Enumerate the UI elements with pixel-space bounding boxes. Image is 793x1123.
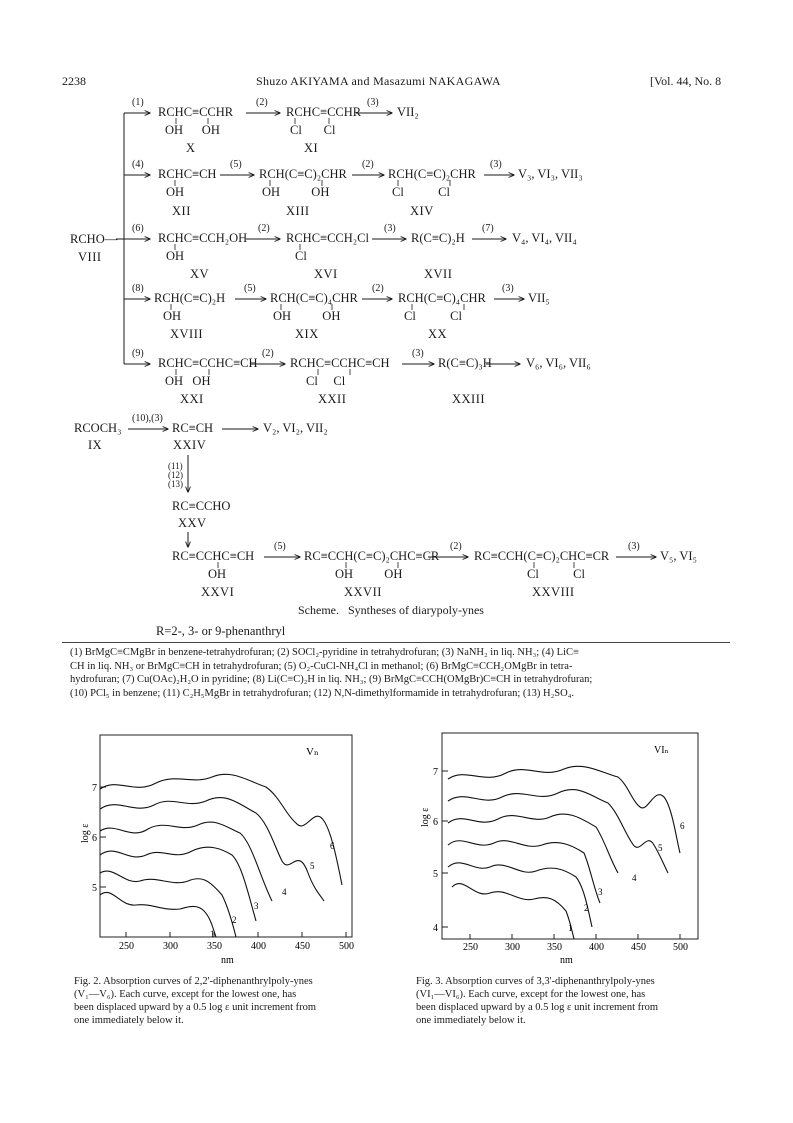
caption-line: been displaced upward by a 0.5 log ε unit increment from (416, 1002, 659, 1013)
page-number: 2238 (62, 74, 86, 88)
compound-formula: RC≡CCH(C≡C)₂CHC≡CR (474, 549, 610, 563)
compound-formula: RC≡CCHC≡CH (172, 549, 255, 563)
step-label: (2) (372, 283, 384, 294)
figure-3-plot (418, 727, 718, 965)
journal-volume: [Vol. 44, No. 8 (650, 74, 722, 88)
y-tick-label: 5 (433, 869, 438, 880)
footnote-line: CH in liq. NH₃ or BrMgC≡CH in tetrahydrofuran; (5) O₂-CuCl-NH₄Cl in methanol; (6) BrMgC≡CCH₂OMgBr in tetra- (70, 660, 573, 672)
curve-label: 6 (330, 841, 335, 851)
x-axis-label: nm (560, 955, 573, 965)
figure-2-plot (76, 725, 376, 965)
reactant-rcho: RCHO— (70, 232, 118, 246)
compound-formula: RCH(C≡C)₂CHR (388, 167, 476, 181)
substituent-labels: Cl Cl (404, 309, 462, 323)
separator-rule (62, 642, 730, 643)
product-list: V₅, VI₅ (660, 549, 697, 563)
compound-number: XIV (410, 204, 434, 218)
compound-formula: RCH(C≡C)₂H (154, 291, 226, 305)
x-tick-label: 350 (207, 941, 222, 952)
y-axis-label: log ε (80, 823, 91, 843)
compound-number: XV (190, 267, 210, 281)
compound-formula: RCHC≡CH (158, 167, 217, 181)
footnote-line: hydrofuran; (7) Cu(OAc)₂H₂O in pyridine; (8) Li(C≡C)₂H in liq. NH₃; (9) BrMgC≡CCH(OMgBr)C≡CH in tetrahydrofuran; (70, 674, 593, 685)
step-label: (9) (132, 348, 144, 359)
substituent-labels: OH (166, 249, 185, 263)
substituent-labels: Cl (295, 249, 307, 263)
compound-number: XVI (314, 267, 338, 281)
x-tick-label: 400 (251, 941, 266, 952)
x-axis-label: nm (221, 955, 234, 965)
step-label: (10),(3) (132, 413, 163, 424)
figure-tag: VIₙ (654, 745, 669, 756)
substituent-labels: Cl Cl (527, 567, 585, 581)
step-label: (5) (230, 159, 242, 170)
compound-number: IX (88, 438, 103, 452)
curve-label: 5 (310, 861, 315, 871)
compound-number: XIX (295, 327, 319, 341)
y-tick-label: 4 (433, 923, 438, 934)
curve-label: 2 (584, 903, 589, 913)
compound-formula: RC≡CH (172, 421, 214, 435)
compound-number: XIII (286, 204, 310, 218)
y-tick-label: 6 (92, 833, 97, 844)
compound-number: XI (304, 141, 319, 155)
x-tick-label: 250 (463, 942, 478, 953)
curve-label: 1 (568, 923, 573, 933)
substituent-labels: OH OH (165, 374, 211, 388)
compound-number: XXVIII (532, 585, 575, 599)
compound-formula: RCHC≡CCHC≡CH (290, 356, 390, 370)
y-axis-label: log ε (420, 807, 431, 827)
product-list: V₃, VI₃, VII₃ (518, 167, 583, 181)
x-tick-label: 300 (505, 942, 520, 953)
compound-formula: RCH(C≡C)₄CHR (398, 291, 486, 305)
product-list: V₂, VI₂, VII₂ (263, 421, 328, 435)
step-label: (2) (262, 348, 274, 359)
caption-line: Fig. 2. Absorption curves of 2,2'-diphenanthrylpoly-ynes (74, 976, 313, 987)
figure-tag: Vₙ (306, 746, 319, 758)
y-tick-label: 7 (433, 767, 438, 778)
compound-number: XXI (180, 392, 204, 406)
substituent-labels: OH (166, 185, 185, 199)
step-label: (3) (367, 97, 379, 108)
compound-formula: RCHC≡CCHR (286, 105, 362, 119)
product-list: V₄, VI₄, VII₄ (512, 231, 577, 245)
compound-formula: RC≡CCHO (172, 499, 231, 513)
y-tick-label: 6 (433, 817, 438, 828)
compound-number: XXVII (344, 585, 382, 599)
substituent-labels: Cl Cl (306, 374, 346, 388)
substituent-labels: OH OH (165, 123, 220, 137)
step-label: (3) (502, 283, 514, 294)
step-label: (3) (490, 159, 502, 170)
substituent-labels: Cl Cl (392, 185, 450, 199)
y-tick-label: 7 (92, 783, 97, 794)
compound-number: XII (172, 204, 191, 218)
curve-label: 3 (598, 887, 603, 897)
step-label: (2) (450, 541, 462, 552)
step-label: (5) (274, 541, 286, 552)
caption-line: (V₁—V₆). Each curve, except for the lowest one, has (74, 989, 297, 1000)
compound-formula: RCH(C≡C)₄CHR (270, 291, 358, 305)
curve-label: 1 (210, 929, 215, 939)
step-label: (8) (132, 283, 144, 294)
step-label: (2) (362, 159, 374, 170)
compound-formula: RCHC≡CCHR (158, 105, 234, 119)
curve-label: 2 (232, 915, 237, 925)
curve-label: 5 (658, 843, 663, 853)
reactant-rcoch3: RCOCH₃ (74, 421, 122, 435)
compound-formula: RCH(C≡C)₂CHR (259, 167, 347, 181)
compound-formula: RCHC≡CCH₂OH (158, 231, 248, 245)
step-label: (2) (256, 97, 268, 108)
compound-number: XXII (318, 392, 347, 406)
substituent-labels: OH (208, 567, 227, 581)
x-tick-label: 400 (589, 942, 604, 953)
compound-number: XVII (424, 267, 453, 281)
substituent-labels: OH OH (335, 567, 403, 581)
step-label: (7) (482, 223, 494, 234)
x-tick-label: 450 (295, 941, 310, 952)
step-label: (5) (244, 283, 256, 294)
step-label: (3) (384, 223, 396, 234)
caption-line: one immediately below it. (416, 1015, 526, 1026)
step-label: (4) (132, 159, 144, 170)
substituent-labels: Cl Cl (290, 123, 336, 137)
compound-formula: R(C≡C)₃H (438, 356, 492, 370)
compound-formula: RCHC≡CCHC≡CH (158, 356, 258, 370)
scheme-caption: Scheme. Syntheses of diarypoly-ynes (298, 603, 484, 617)
y-tick-label: 5 (92, 883, 97, 894)
substituent-labels: OH OH (273, 309, 341, 323)
compound-formula: RC≡CCH(C≡C)₂CHC≡CR (304, 549, 440, 563)
compound-number: XVIII (170, 327, 204, 341)
compound-number: XXIV (173, 438, 207, 452)
caption-line: one immediately below it. (74, 1015, 184, 1026)
x-tick-label: 250 (119, 941, 134, 952)
step-label: (3) (412, 348, 424, 359)
step-label: (6) (132, 223, 144, 234)
scheme-footnote (70, 646, 592, 700)
substituent-labels: OH OH (262, 185, 330, 199)
product-list: V₆, VI₆, VII₆ (526, 356, 591, 370)
product-list: VII₅ (528, 291, 550, 305)
product-list: VII₂ (397, 105, 419, 119)
r-definition: R=2-, 3- or 9-phenanthryl (156, 624, 286, 638)
curve-label: 4 (282, 887, 287, 897)
compound-number: XXV (178, 516, 207, 530)
caption-line: Fig. 3. Absorption curves of 3,3'-diphenanthrylpoly-ynes (416, 976, 655, 987)
substituent-labels: OH (163, 309, 182, 323)
compound-formula: R(C≡C)₂H (411, 231, 465, 245)
step-label: (11) (12) (13) (168, 461, 183, 489)
x-tick-label: 500 (339, 941, 354, 952)
x-tick-label: 300 (163, 941, 178, 952)
caption-line: (VI₁—VI₆). Each curve, except for the lowest one, has (416, 989, 646, 1000)
step-label: (2) (258, 223, 270, 234)
x-tick-label: 500 (673, 942, 688, 953)
curve-label: 3 (254, 901, 259, 911)
step-label: (1) (132, 97, 144, 108)
running-title: Shuzo AKIYAMA and Masazumi NAKAGAWA (256, 74, 501, 88)
x-tick-label: 450 (631, 942, 646, 953)
curve-label: 4 (632, 873, 637, 883)
compound-number: X (186, 141, 196, 155)
footnote-line: (10) PCl₅ in benzene; (11) C₂H₅MgBr in tetrahydrofuran; (12) N,N-dimethylformamide in tetrahydrofuran; (13) H₂SO₄. (70, 687, 575, 699)
curve-label: 6 (680, 821, 685, 831)
compound-number: XX (428, 327, 448, 341)
footnote-line: (1) BrMgC≡CMgBr in benzene-tetrahydrofuran; (2) SOCl₂-pyridine in tetrahydrofuran; (3) NaNH₂ in liq. NH₃; (4) LiC≡ (70, 647, 579, 658)
compound-number: XXIII (452, 392, 486, 406)
step-label: (3) (628, 541, 640, 552)
x-tick-label: 350 (547, 942, 562, 953)
caption-line: been displaced upward by a 0.5 log ε unit increment from (74, 1002, 317, 1013)
figure-2-caption (74, 975, 316, 1027)
figure-3-caption (416, 975, 658, 1027)
compound-number: VIII (78, 250, 102, 264)
compound-number: XXVI (201, 585, 235, 599)
compound-formula: RCHC≡CCH₂Cl (286, 231, 369, 245)
